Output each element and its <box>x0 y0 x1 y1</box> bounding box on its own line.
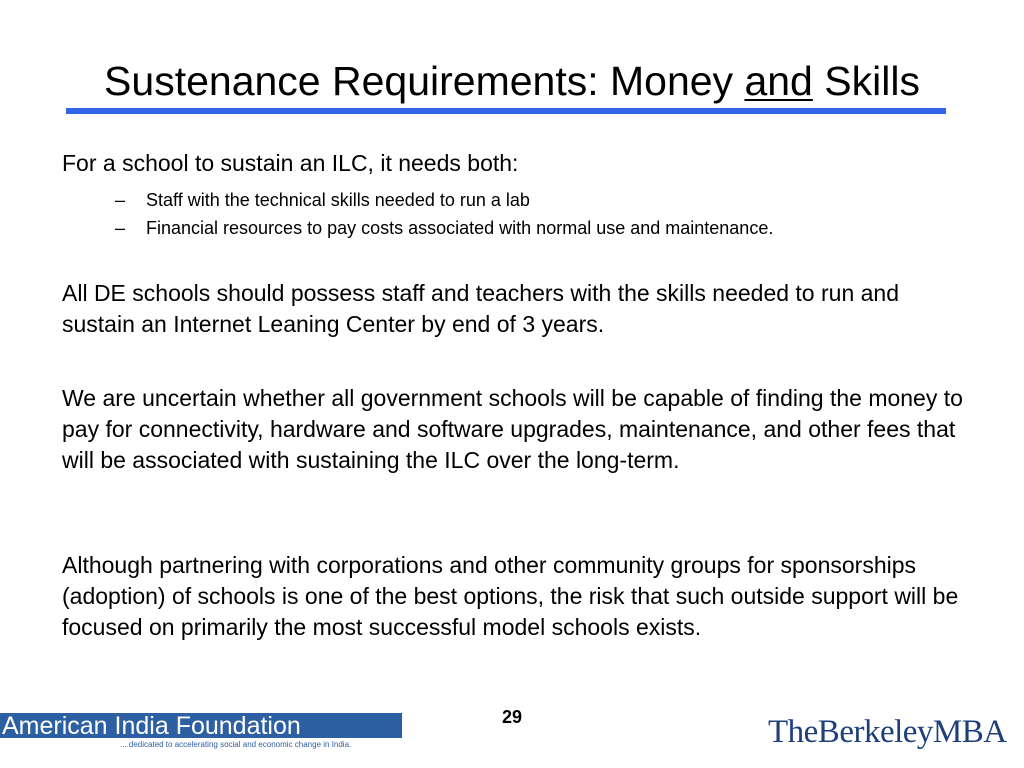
bullet-item <box>115 186 995 214</box>
page-number: 29 <box>501 707 523 727</box>
bullet-list <box>115 186 995 242</box>
slide-title-part1: Sustenance Requirements: Money <box>104 58 745 104</box>
paragraph-money: We are uncertain whether all government schools will be capable of finding the money to pay for connectivity, hardware and software upgrades, maintenance, and other fees that will be associated with sustaining the ILC over the long-term. <box>62 385 963 473</box>
aif-logo <box>0 713 402 748</box>
bullet-item <box>115 214 995 242</box>
bullet-text: Staff with the technical skills needed to run a lab <box>146 190 530 210</box>
paragraph-partnering: Although partnering with corporations and other community groups for sponsorships (adoption) of schools is one of the best options, the risk that such outside support will be focused on primarily the most successful model schools exists. <box>62 552 959 640</box>
intro-text: For a school to sustain an ILC, it needs both: <box>62 150 519 176</box>
bullet-dash: – <box>115 218 126 238</box>
paragraph-skills: All DE schools should possess staff and teachers with the skills needed to run and sustain an Internet Leaning Center by end of 3 years. <box>62 280 899 337</box>
bullet-text: Financial resources to pay costs associated with normal use and maintenance. <box>146 218 774 238</box>
berkeley-mba-logo: TheBerkeleyMBA <box>768 714 1007 750</box>
aif-logo-tagline: ....dedicated to accelerating social and economic change in India. <box>120 740 352 749</box>
aif-logo-name: American India Foundation <box>0 713 402 738</box>
slide-title <box>0 52 1024 110</box>
slide-title-underlined-word: and <box>744 58 813 104</box>
title-rule <box>66 108 946 114</box>
slide-title-part3: Skills <box>812 58 920 104</box>
bullet-dash: – <box>115 190 126 210</box>
